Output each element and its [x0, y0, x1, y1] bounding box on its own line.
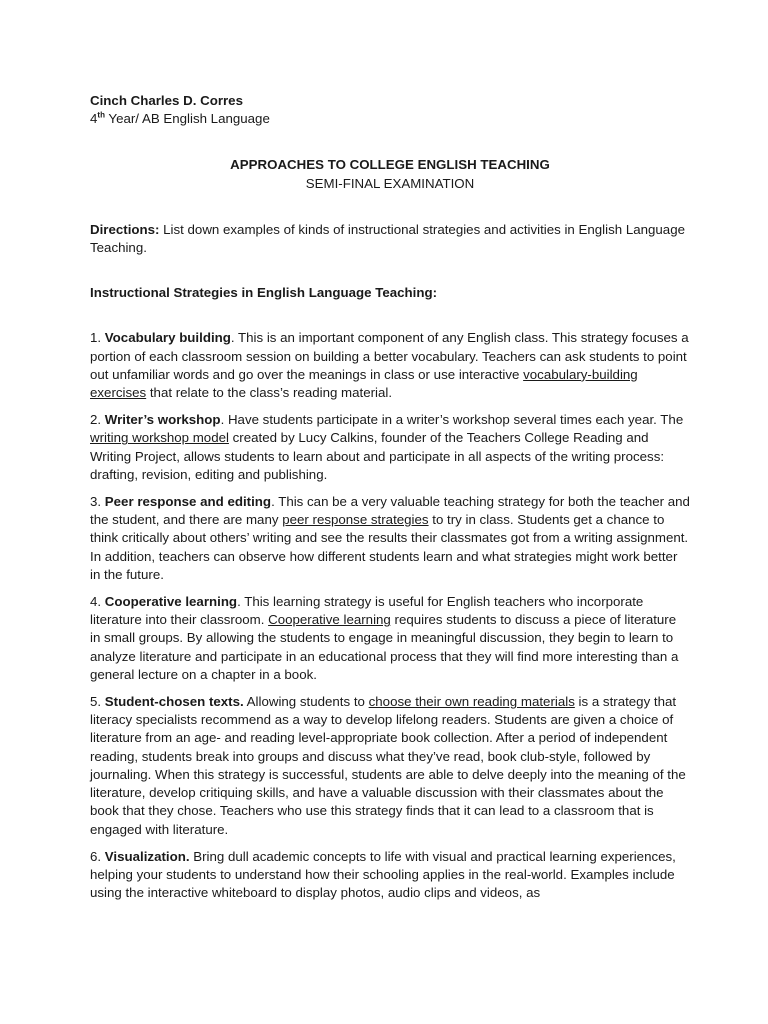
directions-text: List down examples of kinds of instructional strategies and activities in English Language Teaching.	[90, 221, 685, 256]
item-link[interactable]: choose their own reading materials	[368, 694, 575, 710]
item-text: Bring dull academic concepts to life with visual and practical learning experiences, helping your students to understand how their schooling applies in the real-world. Examples include using the interactive whiteboard to display photos, audio clips and videos, as	[90, 848, 676, 901]
item-number: 5.	[90, 694, 105, 710]
item-number: 3.	[90, 494, 105, 510]
strategy-item-4	[90, 593, 690, 684]
item-term: Visualization.	[104, 848, 190, 864]
item-text-rest: that relate to the class’s reading material.	[146, 385, 393, 401]
strategy-item-2	[90, 411, 690, 484]
document-title: APPROACHES TO COLLEGE ENGLISH TEACHING	[230, 157, 550, 173]
item-text: . This learning strategy is useful for English teachers who incorporate literature into their classroom.	[90, 594, 644, 628]
item-text-rest: is a strategy that literacy specialists recommend as a way to develop lifelong readers. Students are given a choice of literature from an age- and reading level-appropriate book collection. After a period of independent reading, students break into groups and discuss what they’ve read, book club-style, followed by journaling. When this strategy is successful, students are able to delve deeply into the meaning of the literature, develop critiquing skills, and have a valuable discussion with their classmates about the book that they chose. Teachers who use this strategy finds that it can lead to a classroom that is engaged with literature.	[90, 694, 686, 837]
item-text-rest: created by Lucy Calkins, founder of the Teachers College Reading and Writing Project, allows students to learn about and participate in all aspects of the writing process: drafting, revision, editing and publishing.	[90, 430, 665, 482]
strategy-item-6	[90, 848, 690, 903]
item-link[interactable]: Cooperative learning	[268, 612, 391, 628]
strategy-item-5	[90, 693, 690, 839]
title-block	[90, 156, 690, 192]
item-number: 1.	[90, 330, 105, 346]
item-text-rest: requires students to discuss a piece of literature in small groups. By allowing the students to engage in meaningful discussion, they begin to learn to analyze literature and participate in an educational process that they will find more interesting than a general lecture on a chapter in a book.	[90, 612, 679, 682]
item-text-rest: to try in class. Students get a chance to think critically about others’ writing and see the results their classmates got from a writing assignment. In addition, teachers can observe how different students learn and what strategies might work better in the future.	[90, 512, 689, 582]
item-number: 2.	[90, 412, 105, 428]
section-heading: Instructional Strategies in English Language Teaching:	[90, 285, 437, 301]
item-term: Cooperative learning	[104, 594, 238, 610]
year-program: Year/ AB English Language	[104, 111, 270, 127]
year-superscript: th	[97, 110, 105, 120]
item-term: Vocabulary building	[104, 330, 231, 346]
directions-paragraph	[90, 221, 690, 257]
item-term: Student-chosen texts.	[104, 694, 244, 710]
item-link[interactable]: vocabulary-building exercises	[90, 366, 638, 401]
item-link[interactable]: peer response strategies	[282, 512, 429, 528]
item-term: Writer’s workshop	[104, 412, 221, 428]
student-year	[90, 110, 690, 128]
item-number: 6.	[90, 848, 105, 864]
year-number: 4	[90, 111, 98, 127]
strategy-item-1	[90, 329, 690, 402]
item-link[interactable]: writing workshop model	[90, 430, 229, 446]
item-text: Allowing students to	[243, 694, 369, 710]
strategy-item-3	[90, 493, 690, 584]
author-name: Cinch Charles D. Corres	[90, 93, 243, 108]
item-text: . This is an important component of any English class. This strategy focuses a portion of each classroom session on building a better vocabulary. Teachers can ask students to point out unfamiliar words and go over the meanings in class or use interactive	[90, 330, 689, 382]
document-page	[90, 92, 690, 902]
item-term: Peer response and editing	[104, 494, 272, 510]
directions-label: Directions:	[90, 221, 160, 237]
document-subtitle: SEMI-FINAL EXAMINATION	[305, 175, 475, 191]
item-text: . This can be a very valuable teaching strategy for both the teacher and the student, and there are many	[90, 494, 690, 528]
item-text: . Have students participate in a writer’s workshop several times each year. The	[220, 412, 684, 428]
item-number: 4.	[90, 594, 105, 610]
